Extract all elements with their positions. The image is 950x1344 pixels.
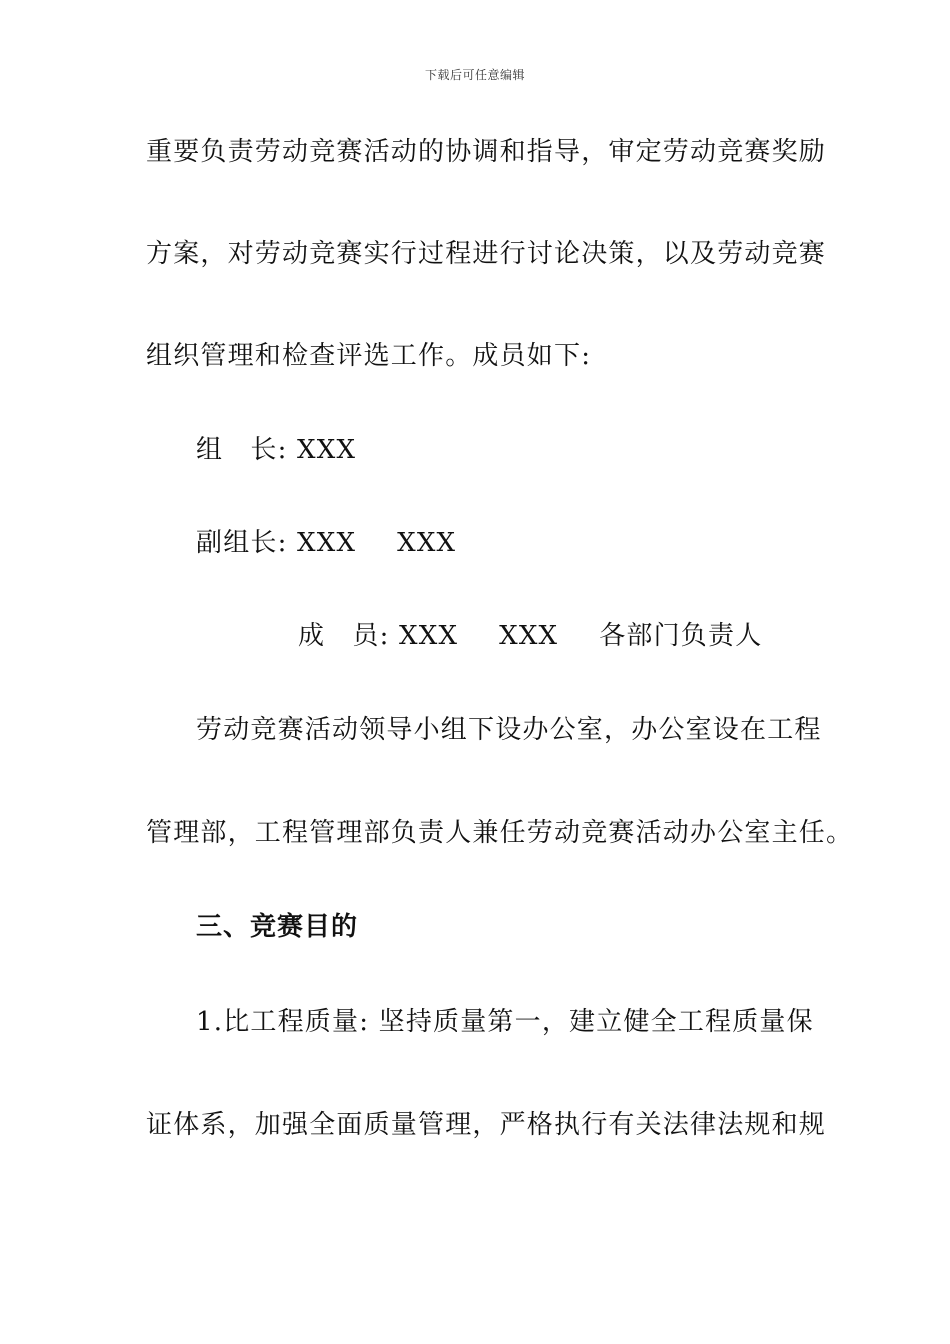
- deputy-label: 副组长:: [196, 528, 288, 558]
- member-name: XXX: [499, 621, 559, 651]
- leader-line: [196, 434, 806, 466]
- paragraph-line: 方案，对劳动竞赛实行过程进行讨论决策，以及劳动竞赛: [146, 239, 827, 269]
- paragraph-line: 1.比工程质量: 坚持质量第一，建立健全工程质量保: [196, 1007, 814, 1037]
- deputy-name: XXX: [297, 528, 357, 558]
- member-name: XXX: [399, 621, 459, 651]
- page-header-note: 下载后可任意编辑: [424, 68, 525, 82]
- deputy-name: XXX: [397, 528, 457, 558]
- deputy-leader-line: [196, 527, 806, 559]
- paragraph-line: 管理部，工程管理部负责人兼任劳动竞赛活动办公室主任。: [146, 818, 854, 848]
- paragraph-line: 重要负责劳动竞赛活动的协调和指导，审定劳动竞赛奖励: [146, 137, 827, 167]
- paragraph-line: 证体系，加强全面质量管理，严格执行有关法律法规和规: [146, 1110, 827, 1140]
- member-line: [298, 620, 806, 652]
- paragraph-line: 劳动竞赛活动领导小组下设办公室，办公室设在工程: [196, 715, 822, 745]
- leader-name: XXX: [297, 435, 357, 465]
- member-label: 成 员:: [298, 621, 390, 651]
- member-extra: 各部门负责人: [599, 621, 763, 651]
- leader-label: 组 长:: [196, 435, 288, 465]
- section-heading: 三、竞赛目的: [196, 912, 359, 942]
- paragraph-line: 组织管理和检查评选工作。成员如下:: [146, 341, 592, 371]
